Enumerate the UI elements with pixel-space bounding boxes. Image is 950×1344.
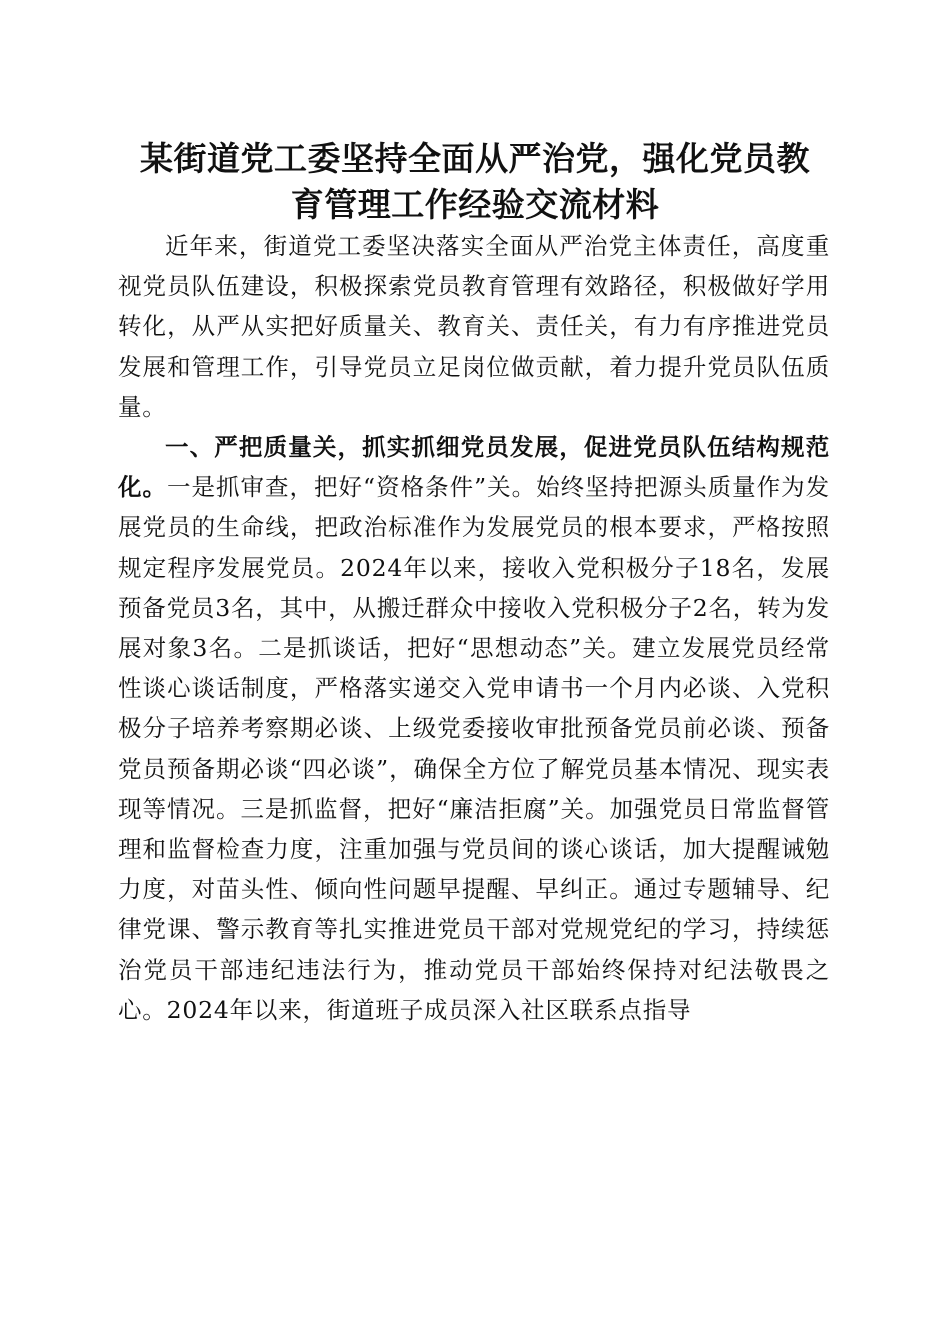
title-line-1: 某街道党工委坚持全面从严治党，强化党员教 <box>140 139 810 178</box>
section-1-heading: 一、严把质量关，抓实抓细党员发展，促进党员队伍结构规范化。 <box>118 433 830 502</box>
intro-paragraph: 近年来，街道党工委坚决落实全面从严治党主体责任，高度重视党员队伍建设，积极探索党员教育管理有效路径，积极做好学用转化，从严从实把好质量关、教育关、责任关，有力有序推进党员发展和管理工作，引导党员立足岗位做贡献，着力提升党员队伍质量。 <box>118 232 830 421</box>
title-line-2: 育管理工作经验交流材料 <box>290 185 660 224</box>
section-1-body: 一是抓审查，把好“资格条件”关。始终坚持把源头质量作为发展党员的生命线，把政治标准作为发展党员的根本要求，严格按照规定程序发展党员。2024年以来，接收入党积极分子18名，发展预备党员3名，其中，从搬迁群众中接收入党积极分子2名，转为发展对象3名。二是抓谈话，把好“思想动态”关。建立发展党员经常性谈心谈话制度，严格落实递交入党申请书一个月内必谈、入党积极分子培养考察期必谈、上级党委接收审批预备党员前必谈、预备党员预备期必谈“四必谈”，确保全方位了解党员基本情况、现实表现等情况。三是抓监督，把好“廉洁拒腐”关。加强党员日常监督管理和监督检查力度，注重加强与党员间的谈心谈话，加大提醒诫勉力度，对苗头性、倾向性问题早提醒、早纠正。通过专题辅导、纪律党课、警示教育等扎实推进党员干部对党规党纪的学习，持续惩治党员干部违纪违法行为，推动党员干部始终保持对纪法敬畏之心。2024年以来，街道班子成员深入社区联系点指导 <box>118 473 830 1024</box>
document-title <box>100 136 850 228</box>
document-body <box>118 226 830 1030</box>
section-1-paragraph <box>118 427 830 1030</box>
